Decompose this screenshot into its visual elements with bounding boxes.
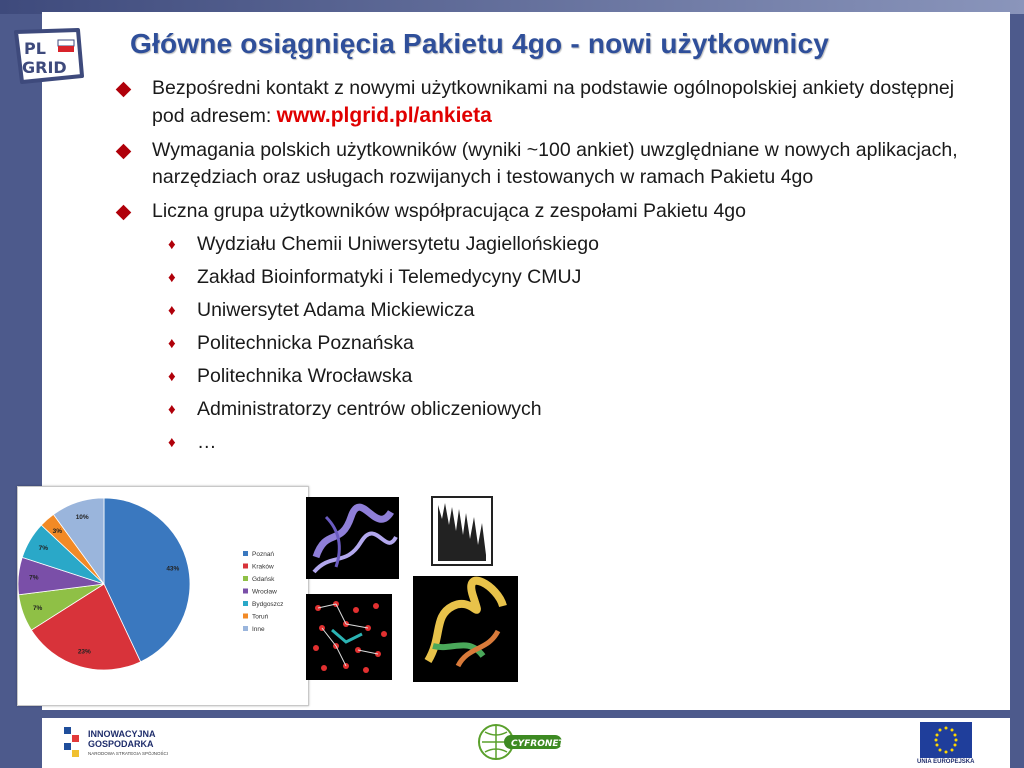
small-diamond-icon: ♦	[168, 236, 176, 253]
diamond-bullet-icon	[116, 144, 132, 160]
sub-bullet-list	[152, 231, 992, 456]
pie-chart	[18, 487, 308, 705]
pie-data-label: 43%	[166, 565, 180, 573]
footer-right: UNIA EUROPEJSKA	[917, 759, 975, 765]
small-diamond-icon: ♦	[168, 302, 176, 319]
legend-swatch	[243, 564, 248, 569]
sub-bullet-item	[152, 231, 992, 258]
legend-swatch	[243, 601, 248, 606]
legend-label: Wrocław	[252, 588, 277, 596]
bullet-text: Liczna grupa użytkowników współpracująca z zespołami Pakietu 4go	[152, 200, 746, 222]
sub-bullet-text: …	[197, 431, 217, 453]
pie-data-label: 23%	[77, 648, 91, 656]
bullet-item	[112, 137, 992, 191]
sub-bullet-item	[152, 429, 992, 456]
sub-bullet-item	[152, 396, 992, 423]
bullet-text: Wymagania polskich użytkowników (wyniki ~100 ankiet) uwzględniane w nowych aplikacjach, narzędziach oraz usługach rozwijanych i testowanych w ramach Pakietu 4go	[152, 139, 958, 188]
small-diamond-icon: ♦	[168, 434, 176, 451]
logo-line2: GRID	[22, 58, 67, 77]
plgrid-logo	[8, 26, 88, 86]
footer-left-line2: GOSPODARKA	[88, 739, 154, 749]
protein-ribbon-image	[413, 576, 518, 682]
legend-label: Toruń	[252, 613, 269, 621]
small-diamond-icon: ♦	[168, 335, 176, 352]
sub-bullet-text: Uniwersytet Adama Mickiewicza	[197, 299, 475, 321]
sequence-plot-image	[430, 495, 494, 567]
bullet-list	[112, 75, 992, 463]
sub-bullet-item	[152, 297, 992, 324]
legend-label: Bydgoszcz	[252, 601, 284, 608]
bullet-item	[112, 198, 992, 456]
cyfronet-logo	[476, 722, 566, 762]
sub-bullet-text: Administratorzy centrów obliczeniowych	[197, 398, 542, 420]
legend-label: Gdańsk	[252, 576, 275, 583]
eu-flag-icon	[920, 722, 972, 758]
innowacyjna-gospodarka-logo-icon	[60, 725, 84, 759]
bullet-text: Bezpośredni kontakt z nowymi użytkownikami na podstawie ogólnopolskiej ankiety dostępnej pod adresem:	[152, 77, 955, 127]
sub-bullet-text: Zakład Bioinformatyki i Telemedycyny CMUJ	[197, 266, 582, 288]
molecule-ballstick-image	[306, 594, 392, 680]
protein-structure-image	[306, 497, 399, 579]
footer-center: CYFRONET	[511, 739, 565, 749]
logo-line1: PL	[24, 39, 46, 58]
small-diamond-icon: ♦	[168, 368, 176, 385]
legend-label: Inne	[252, 626, 265, 633]
pie-data-label: 10%	[75, 513, 89, 521]
sub-bullet-text: Wydziału Chemii Uniwersytetu Jagiellońskiego	[197, 233, 599, 255]
bullet-item	[112, 75, 992, 130]
sub-bullet-item	[152, 330, 992, 357]
survey-link[interactable]: www.plgrid.pl/ankieta	[276, 104, 492, 127]
legend-swatch	[243, 626, 248, 631]
diamond-bullet-icon	[116, 205, 132, 221]
legend-label: Poznań	[252, 551, 275, 558]
legend-swatch	[243, 551, 248, 556]
footer-left-line3: NARODOWA STRATEGIA SPÓJNOŚCI	[88, 751, 169, 756]
sub-bullet-text: Politechnicka Poznańska	[197, 332, 414, 354]
diamond-bullet-icon	[116, 82, 132, 98]
legend-swatch	[243, 576, 248, 581]
pie-data-label: 7%	[29, 574, 39, 582]
sub-bullet-item	[152, 363, 992, 390]
sub-bullet-item	[152, 264, 992, 291]
slide-title: Główne osiągnięcia Pakietu 4go - nowi użytkownicy	[130, 28, 830, 59]
legend-swatch	[243, 589, 248, 594]
pie-chart-frame	[17, 486, 309, 706]
pie-data-label: 3%	[52, 528, 63, 536]
sub-bullet-text: Politechnika Wrocławska	[197, 365, 413, 387]
small-diamond-icon: ♦	[168, 269, 176, 286]
footer-left-line1: INNOWACYJNA	[88, 729, 156, 739]
pie-data-label: 7%	[32, 604, 43, 612]
small-diamond-icon: ♦	[168, 401, 176, 418]
legend-label: Kraków	[252, 563, 274, 571]
legend-swatch	[243, 614, 248, 619]
pie-data-label: 7%	[38, 545, 49, 553]
